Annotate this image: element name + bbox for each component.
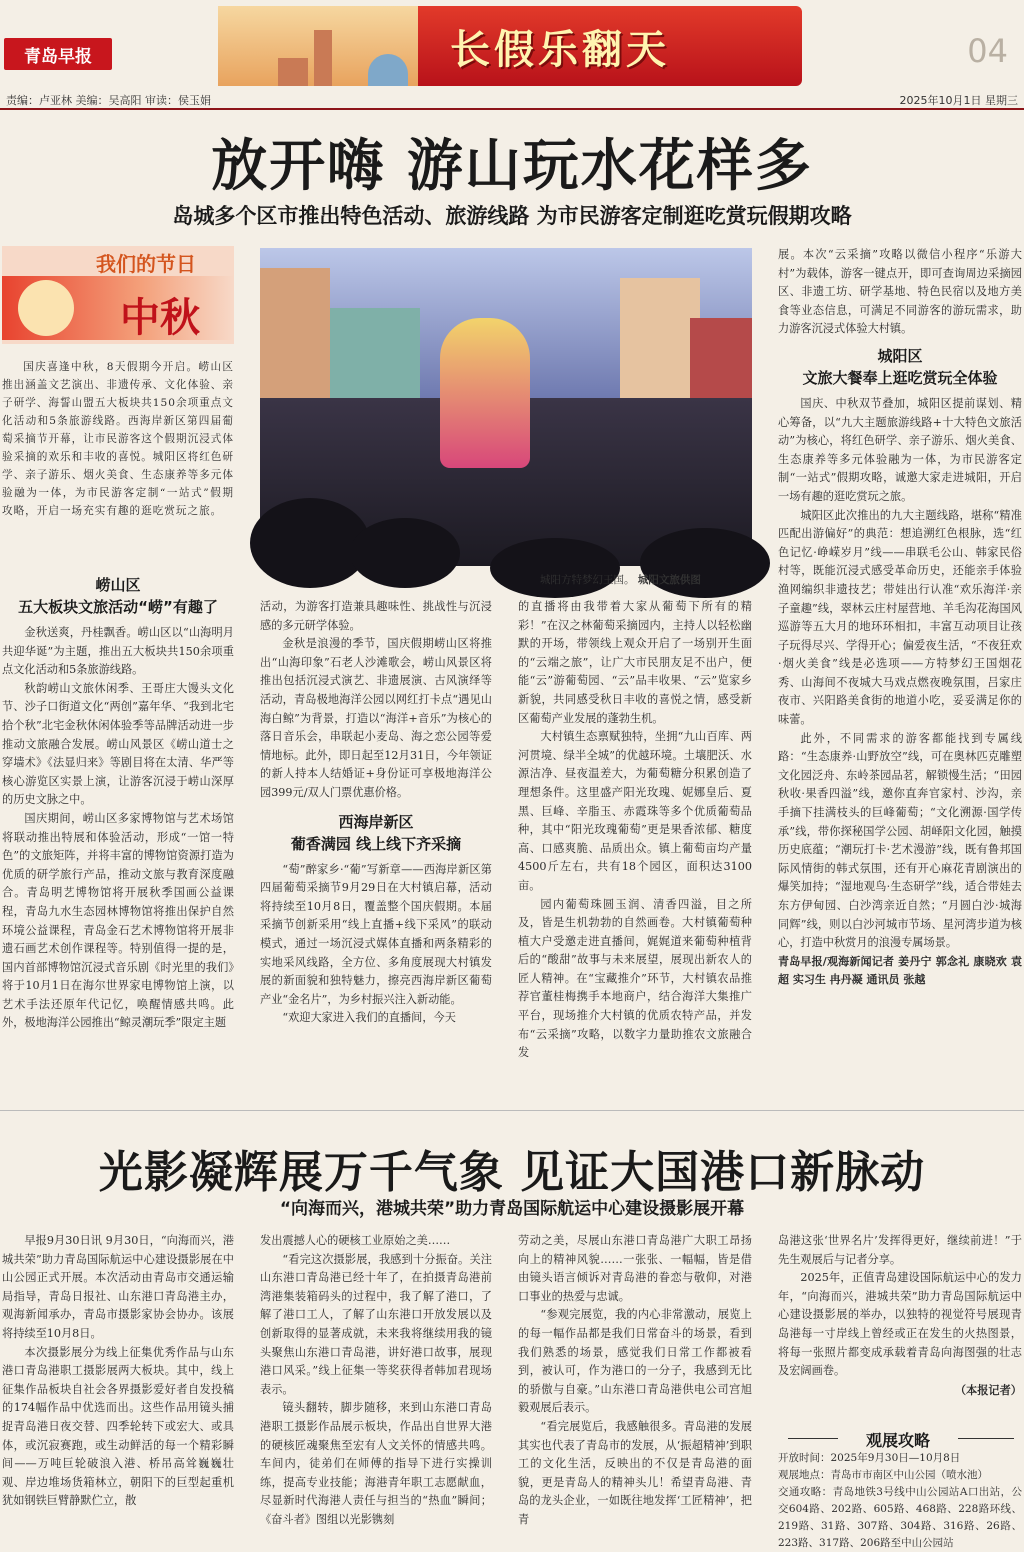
section-banner (218, 6, 802, 86)
chengyang-credit: 青岛早报/观海新闻记者 姜丹宁 郭念礼 康晓欢 袁超 实习生 冉丹凝 通讯员 张越 (778, 954, 1022, 986)
xihaian-p3: 的直播将由我带着大家从葡萄下所有的精彩！”在汉之林葡萄采摘园内，主持人以轻松幽默的开场，带领线上观众开启了一场别开生面的“云端之旅”，让广大市民朋友足不出户，便能“云”游葡萄园、“云”品丰收果、“云”览家乡新貌，共同感受秋日丰收的喜悦之情，感受新区葡萄产业发展的蓬勃生机。 (518, 600, 752, 725)
festival-badge (2, 246, 234, 344)
issue-date: 2025年10月1日 星期三 (899, 94, 1018, 107)
page-number: 04 (967, 32, 1008, 70)
chengyang-subtitle: 文旅大餐奉上逛吃赏玩全体验 (802, 368, 998, 387)
main-headline: 放开嗨 游山玩水花样多 (211, 134, 813, 199)
laoshan-subtitle: 五大板块文旅活动“崂”有趣了 (18, 598, 218, 616)
xihaian-p1: “萄”醉家乡·“葡”写新章——西海岸新区第四届葡萄采摘节9月29日在大村镇启幕，活动将持续至10月8日，覆盖整个国庆假期。本届采摘节创新采用“线上直播+线下采风”的联动模式，通过一场沉浸式媒体直播和两条精彩的实地采风线路，全方位、多角度展现大村镇发展的新面貌和独特魅力，擦亮西海岸新区葡萄产业“金名片”，为乡村振兴注入新动能。 (260, 862, 492, 1006)
guide-open-time: 开放时间：2025年9月30日—10月8日 (778, 1452, 961, 1464)
chengyang-article (778, 246, 1022, 1094)
xihaian-article-cont (518, 598, 752, 1094)
chengyang-p2: 城阳区此次推出的九大主题线路，堪称“精准匹配出游偏好”的典范：想追溯红色根脉，选“红色记忆·峥嵘岁月”线——串联毛公山、韩家民俗村等，既能沉浸式感受革命历史，还能亲手体验渔网编织非遗技艺；带娃出行认准“欢乐海洋·亲子童趣”线，翠林云庄村屋营地、羊毛沟花海国风巡游等五大月的地环环相扣，丰富互动项目让孩子玩得尽兴、学得开心；偏爱夜生活，“不夜狂欢·烟火美食”线是必选项——方特梦幻王国烟花秀、山海间不夜城大马戏点燃夜晚氛围，吕家庄夜市、兴阳路美食街的地道小吃，妥妥满足你的味蕾。 (778, 508, 1022, 727)
newspaper-logo: 青岛早报 (4, 38, 112, 70)
laoshan-p4: 活动，为游客打造兼具趣味性、挑战性与沉浸感的多元研学体验。 (260, 600, 492, 632)
chengyang-p3: 此外，不同需求的游客都能找到专属线路：“生态康养·山野放空”线，可在奥林匹克雕塑文化园泛舟、东岭茶园品茗，解锁慢生活；“田园秋收·果香四溢”线，邀你直奔官家村、沙沟，亲手摘下挂满枝头的巨峰葡萄；“文化溯源·国学传承”线，带你探秘国学公园、胡峄阳文化园，触摸历史底蕴；“潮玩打卡·艺术漫游”线，既有鲁邦国际风情街的韩式氛围，还有开心麻花青剧演出的爆笑加持；“湿地观鸟·生态研学”线，适合带娃去东方伊甸园、白沙湾亲近自然；“月圆白沙·城海同辉”线，则以白沙河城市节场、星河湾步道为核心，打造中秋赏月的浪漫专属场景。 (778, 731, 1022, 950)
xihaian-p6: 展。本次“云采摘”攻略以微信小程序“乐游大村”为载体，游客一键点开，即可查询周边采摘园区、非遗工坊、研学基地、特色民宿以及地方美食等业态信息，可满足不同游客的游玩需求，助力游客沉浸式体验大村镇。 (778, 248, 1022, 336)
guide-rule-left (788, 1438, 838, 1439)
chengyang-title: 城阳区 (877, 346, 923, 365)
xihaian-p2: “欢迎大家进入我们的直播间，今天 (282, 1011, 456, 1025)
guide-venue: 观展地点：青岛市市南区中山公园（喷水池） (778, 1469, 988, 1481)
banner-title: 长假乐翻天 (450, 27, 670, 73)
laoshan-p2: 秋韵崂山文旅休闲季、王哥庄大馒头文化节、沙子口街道文化“两创”嘉年华、“我到北宅拾个秋”北宅金秋休闲体验季等品牌活动进一步推动文旅融合发展。崂山风景区《崂山道士之穿墙术》《法显归来》等剧目将在太清、华严等核心游览区实景上演，让游客沉浸于崂山深厚的历史文脉之中。 (2, 681, 234, 807)
festival-label: 我们的节日 (96, 252, 196, 276)
banner-dome-icon (368, 54, 408, 86)
intro-paragraph: 国庆喜逢中秋，8天假期今开启。崂山区推出涵盖文艺演出、非遗传承、文化体验、亲子研学、海誓山盟五大板块共150余项重点文化活动和5条旅游线路。西海岸新区第四届葡萄采摘节开幕，让市民游客这个假期沉浸式体验采摘的欢乐和丰收的喜悦。城阳区将红色研学、亲子游乐、烟火美食、生态康养等多元体验融为一体，为市民游客定制“一站式”假期攻略，开启一场充实有趣的逛吃赏玩之旅。 (2, 361, 234, 517)
laoshan-p5: 金秋是浪漫的季节，国庆假期崂山区将推出“山海印象”石老人沙滩歌会，崂山风景区将推出包括沉浸式演艺、非遗展演、古风演绎等活动，青岛极地海洋公园以网红打卡点“遇见山海白鲸”为背景，打造以“海洋+音乐”为核心的落日音乐会，串联起小麦岛、海之恋公园等爱情地标。此外，即日起至12月31日，今年领证的新人持本人结婚证+身份证可享极地海洋公园399元/双人门票优惠价格。 (260, 637, 492, 799)
viewing-guide (778, 1450, 1022, 1549)
xihaian-subtitle: 葡香满园 线上线下齐采摘 (290, 834, 462, 853)
guide-rule-right (958, 1438, 1014, 1439)
laoshan-p3: 国庆期间，崂山区多家博物馆与艺术场馆将联动推出特展和体验活动，形成“一馆一特色”的文旅矩阵，并将丰富的博物馆资源打造为优质的研学旅行产品，推动文旅与教育深度融合。青岛明艺博物馆将开展秋季国画公益课程，青岛九水生态园林博物馆将推出保护自然环境公益课程，青岛金石艺术博物馆将开展非遗石画艺术创作课程等。特别值得一提的是，国内首部博物馆沉浸式音乐剧《时光里的我们》将于10月1日在海尔世界家电博物馆上演，以艺术手法还原年代记忆，唤醒情感共鸣。此外，极地海洋公园推出“鲸灵潮玩季”限定主题 (2, 811, 234, 1030)
xihaian-title: 西海岸新区 (338, 812, 414, 831)
photo-caption: 城阳方特梦幻王国。 城阳文旅供图 (540, 574, 701, 586)
laoshan-article-cont (260, 598, 492, 1094)
section2-col1: 早报9月30日讯 9月30日，“向海而兴，港城共荣”助力青岛国际航运中心建设摄影展在中山公园正式开展。本次活动由青岛市交通运输局指导，青岛日报社、山东港口青岛港主办，观海新闻承办，青岛市摄影家协会协办。该展将持续至10月8日。 本次摄影展分为线上征集优秀作品与山东港口青岛港职工摄影展两大板块。其中，线上征集作品板块自社会各界摄影爱好者自发投稿的174幅作品中优选而出。这些作品用镜头捕捉青岛港日夜交替、四季轮转下或宏大、或具体，或沉寂赛跑，或生动鲜活的每一个精彩瞬间——万吨巨轮破浪入港、桥吊高耸巍巍壮观、岸边堆场货箱林立，朝阳下的巨型起重机犹如钢铁巨臂静默伫立，散 (2, 1234, 234, 1508)
festival-name: 中秋 (120, 295, 200, 341)
section2-col3: 劳动之美，尽展山东港口青岛港广大职工昂扬向上的精神风貌……一张张、一幅幅，皆是借由镜头语言倾诉对青岛港的眷恋与敬仰，对港口事业的热爱与忠诚。 “参观完展览，我的内心非常激动，展览上的每一幅作品都是我们日常奋斗的场景，看到我们熟悉的场景，感觉我们日常工作都被看到，被认可，作为港口的一分子，我感到无比的骄傲与自豪。”山东港口青岛港供电公司宫旭毅观展后表示。 “看完展览后，我感触很多。青岛港的发展其实也代表了青岛市的发展，从‘振超精神’到职工的文化生活，反映出的不仅是青岛港的面貌，更是青岛人的精神头儿！希望青岛港、青岛的龙头企业，一如既往地发挥‘工匠精神’，把青 (518, 1234, 752, 1526)
guide-transport: 交通攻略：青岛地铁3号线中山公园站A口出站，公交604路、202路、605路、468路、228路环线、219路、31路、307路、304路、316路、26路、223路、317路、206路至中山公园站 (778, 1486, 1022, 1549)
section2-col4: 岛港这张‘世界名片’发挥得更好，继续前进！”于先生观展后与记者分享。 2025年，正值青岛建设国际航运中心的发力年，“向海而兴，港城共荣”助力青岛国际航运中心建设摄影展的举办，以独特的视觉符号展现青岛港每一寸岸线上曾经或正在发生的火热图景，将每一张照片都变成承载着青岛向海图强的壮志及宏阔画卷。 （本报记者） (778, 1232, 1022, 1418)
chengyang-p1: 国庆、中秋双节叠加，城阳区提前谋划、精心筹备，以“九大主题旅游线路+十大特色文旅活动”为核心，将红色研学、亲子游乐、烟火美食、生态康养等多元体验融为一体，为市民游客定制“一站式”假期攻略，诚邀大家走进城阳，开启一场有趣的逛吃赏玩之旅。 (778, 396, 1022, 503)
section2-subheadline: “向海而兴，港城共荣”助力青岛国际航运中心建设摄影展开幕 (279, 1199, 745, 1219)
moon-rabbit-icon (18, 280, 74, 336)
theme-park-photo (260, 248, 752, 566)
guide-title: 观展攻略 (865, 1431, 930, 1450)
laoshan-title: 崂山区 (95, 576, 141, 594)
staff-credits: 责编：卢亚林 美编：吴高阳 审读：侯玉娟 (6, 94, 211, 107)
section-divider (0, 1110, 1024, 1111)
banner-tower-icon (314, 30, 332, 86)
main-subheadline: 岛城多个区市推出特色活动、旅游线路 为市民游客定制逛吃赏玩假期攻略 (172, 204, 852, 228)
section2-headline: 光影凝辉展万千气象 见证大国港口新脉动 (98, 1147, 926, 1198)
xihaian-p5: 园内葡萄珠圆玉润、清香四溢，目之所及，皆是生机勃勃的自然画卷。大村镇葡萄种植大户受邀走进直播间，娓娓道来葡萄种植背后的“酸甜”故事与未来展望，展现出新农人的匠人精神。在“宝藏推介”环节，大村镇农品推荐官董桂梅携手本地商户，结合海洋大集推广平台，现场推介大村镇的优质农特产品，并发布“云采摘”攻略，以数字力量助推农文旅融合发 (518, 897, 752, 1060)
banner-house-icon (278, 58, 308, 86)
header-rule (0, 108, 1024, 110)
reporter-sign: （本报记者） (954, 1382, 1022, 1397)
laoshan-article (2, 574, 234, 1094)
section2-col2: 发出震撼人心的硬核工业原始之美…… “看完这次摄影展，我感到十分振奋。关注山东港口青岛港已经十年了，在拍摄青岛港前湾港集装箱码头的过程中，我了解了港口，了解了港口工人，了解了山东港口开放发展以及创新取得的显著成就，未来我将继续用我的镜头聚焦山东港口青岛港，讲好港口故事，展现港口风采。”线上征集一等奖获得者韩加君现场表示。 镜头翻转，脚步随移，来到山东港口青岛港职工摄影作品展示板块，作品出自世界大港的硬核匠魂聚焦至宏有人文关怀的情感共鸣。车间内，徒弟们在师傅的指导下进行实操训练，提高专业技能；海港青年职工志愿献血，尽显新时代海港人责任与担当的“热血”瞬间；《奋斗者》图组以光影镌刻 (260, 1234, 492, 1526)
xihaian-p4: 大村镇生态禀赋独特，坐拥“九山百库、两河贯境、绿半全城”的优越环境。土壤肥沃、水源洁净、昼夜温差大，为葡萄糖分积累创造了理想条件。这里盛产阳光玫瑰、妮娜皇后、夏黑、巨峰、辛脂玉、赤霞珠等多个优质葡萄品种，其中“阳光玫瑰葡萄”更是果香浓郁、糖度高、口感爽脆、品质出众。镇上葡萄亩均产量4500斤左右，共有18个园区，面积达3100亩。 (518, 730, 752, 892)
laoshan-p1: 金秋送爽，丹桂飘香。崂山区以“山海明月 共迎华诞”为主题，推出五大板块共150余项重点文化活动和5条旅游线路。 (2, 626, 234, 677)
